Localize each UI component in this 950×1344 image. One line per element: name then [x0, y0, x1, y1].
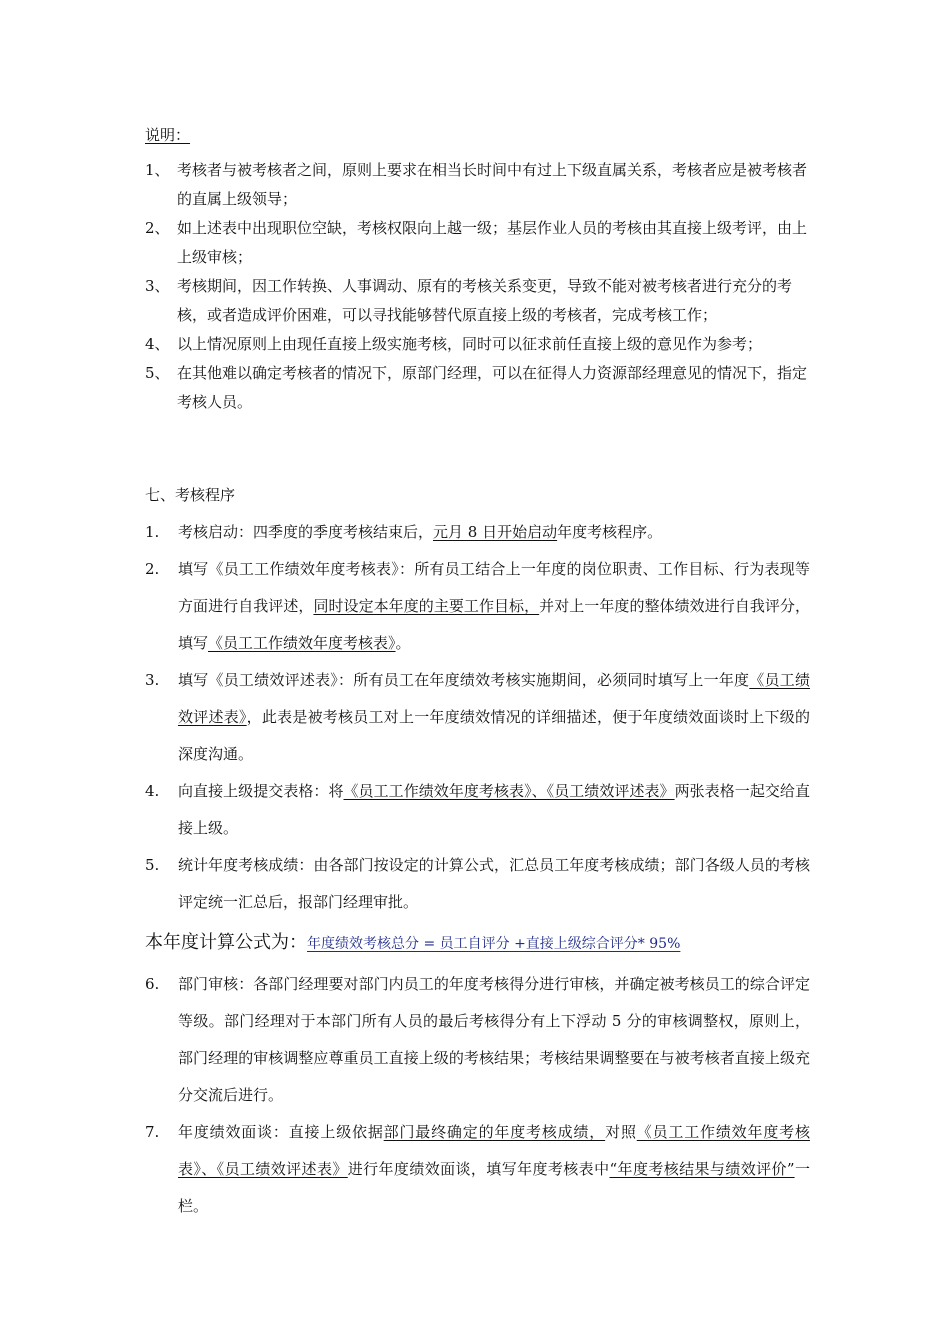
step-number: 4. [145, 782, 160, 800]
item-text: 考核者与被考核者之间，原则上要求在相当长时间中有过上下级直属关系，考核者应是被考核者的直属上级领导； [177, 161, 808, 208]
note-item [145, 359, 810, 417]
procedure-step [145, 773, 810, 847]
step-highlight: 部门最终确定的年度考核成绩， [383, 1123, 606, 1141]
step-text: 部门审核：各部门经理要对部门内员工的年度考核得分进行审核，并确定被考核员工的综合评定等级。部门经理对于本部门所有人员的最后考核得分有上下浮动 5 分的审核调整权，原则上，部门经理的审核调整应尊重员工直接上级的考核结果；考核结果调整要在与被考核者直接上级充分交流后进行。 [178, 975, 810, 1104]
step-text: 进行年度绩效面谈，填写年度考核表中 [347, 1160, 610, 1178]
step-highlight: 同时设定本年度的主要工作目标， [313, 597, 540, 615]
step-text: 两张表格一起交给直接上级。 [178, 782, 810, 837]
step-text: ，此表是被考核员工对上一年度绩效情况的详细描述，便于年度绩效面谈时上下级的深度沟通。 [178, 708, 810, 763]
formula-label: 本年度计算公式为： [145, 932, 307, 953]
step-number: 3. [145, 671, 160, 689]
step-text: 年度绩效面谈：直接上级依据 [178, 1123, 384, 1141]
step-text: 。 [395, 634, 411, 652]
form-reference: 《员工工作绩效年度考核表》 [208, 634, 396, 652]
step-number: 5. [145, 856, 160, 874]
item-number: 3、 [145, 277, 170, 295]
note-item [145, 272, 810, 330]
step-text: 并对上一年度的整体绩效进行自我评分，填写 [178, 597, 810, 652]
procedure-step [145, 847, 810, 921]
step-text: 一栏。 [178, 1160, 810, 1215]
step-text: 填写《员工工作绩效年度考核表》：所有员工结合上一年度的岗位职责、工作目标、行为表现等方面进行自我评述， [178, 560, 810, 615]
step-text: 统计年度考核成绩：由各部门按设定的计算公式，汇总员工年度考核成绩；部门各级人员的考核评定统一汇总后，报部门经理审批。 [178, 856, 810, 911]
procedure-step [145, 662, 810, 773]
note-item [145, 156, 810, 214]
item-text: 考核期间，因工作转换、人事调动、原有的考核关系变更，导致不能对被考核者进行充分的考核，或者造成评价困难，可以寻找能够替代原直接上级的考核者，完成考核工作； [177, 277, 793, 324]
step-text: 向直接上级提交表格：将 [178, 782, 344, 800]
step-text: 对照 [605, 1123, 637, 1141]
step-number: 1. [145, 523, 160, 541]
note-item [145, 214, 810, 272]
form-field-reference: “年度考核结果与绩效评价” [609, 1160, 795, 1178]
formula-line [145, 928, 680, 959]
procedure-list [145, 514, 810, 921]
note-list [145, 156, 810, 417]
item-number: 1、 [145, 161, 170, 179]
item-number: 2、 [145, 219, 170, 237]
procedure-step [145, 966, 810, 1114]
item-text: 以上情况原则上由现任直接上级实施考核，同时可以征求前任直接上级的意见作为参考； [177, 335, 763, 353]
procedure-list-continued [145, 966, 810, 1225]
note-title: 说明： [145, 126, 191, 144]
procedure-step [145, 551, 810, 662]
procedure-step [145, 514, 810, 551]
form-reference: 《员工工作绩效年度考核表》、《员工绩效评述表》 [178, 1123, 810, 1178]
step-text: 年度考核程序。 [557, 523, 663, 541]
item-text: 在其他难以确定考核者的情况下，原部门经理，可以在征得人力资源部经理意见的情况下，指定考核人员。 [177, 364, 808, 411]
form-reference: 《员工工作绩效年度考核表》、《员工绩效评述表》 [343, 782, 675, 800]
step-number: 6. [145, 975, 160, 993]
step-number: 7. [145, 1123, 160, 1141]
step-text: 填写《员工绩效评述表》：所有员工在年度绩效考核实施期间，必须同时填写上一年度 [178, 671, 750, 689]
item-text: 如上述表中出现职位空缺，考核权限向上越一级；基层作业人员的考核由其直接上级考评，由上上级审核； [177, 219, 808, 266]
formula-expression: 年度绩效考核总分 = 员工自评分 +直接上级综合评分* 95% [307, 936, 681, 952]
step-text: 考核启动：四季度的季度考核结束后， [178, 523, 434, 541]
item-number: 5、 [145, 364, 170, 382]
form-reference: 《员工绩效评述表》 [178, 671, 810, 726]
step-number: 2. [145, 560, 160, 578]
step-highlight: 元月 8 日开始启动 [433, 523, 558, 541]
procedure-step [145, 1114, 810, 1225]
item-number: 4、 [145, 335, 170, 353]
note-item [145, 330, 810, 359]
section-title: 七、考核程序 [145, 486, 236, 504]
